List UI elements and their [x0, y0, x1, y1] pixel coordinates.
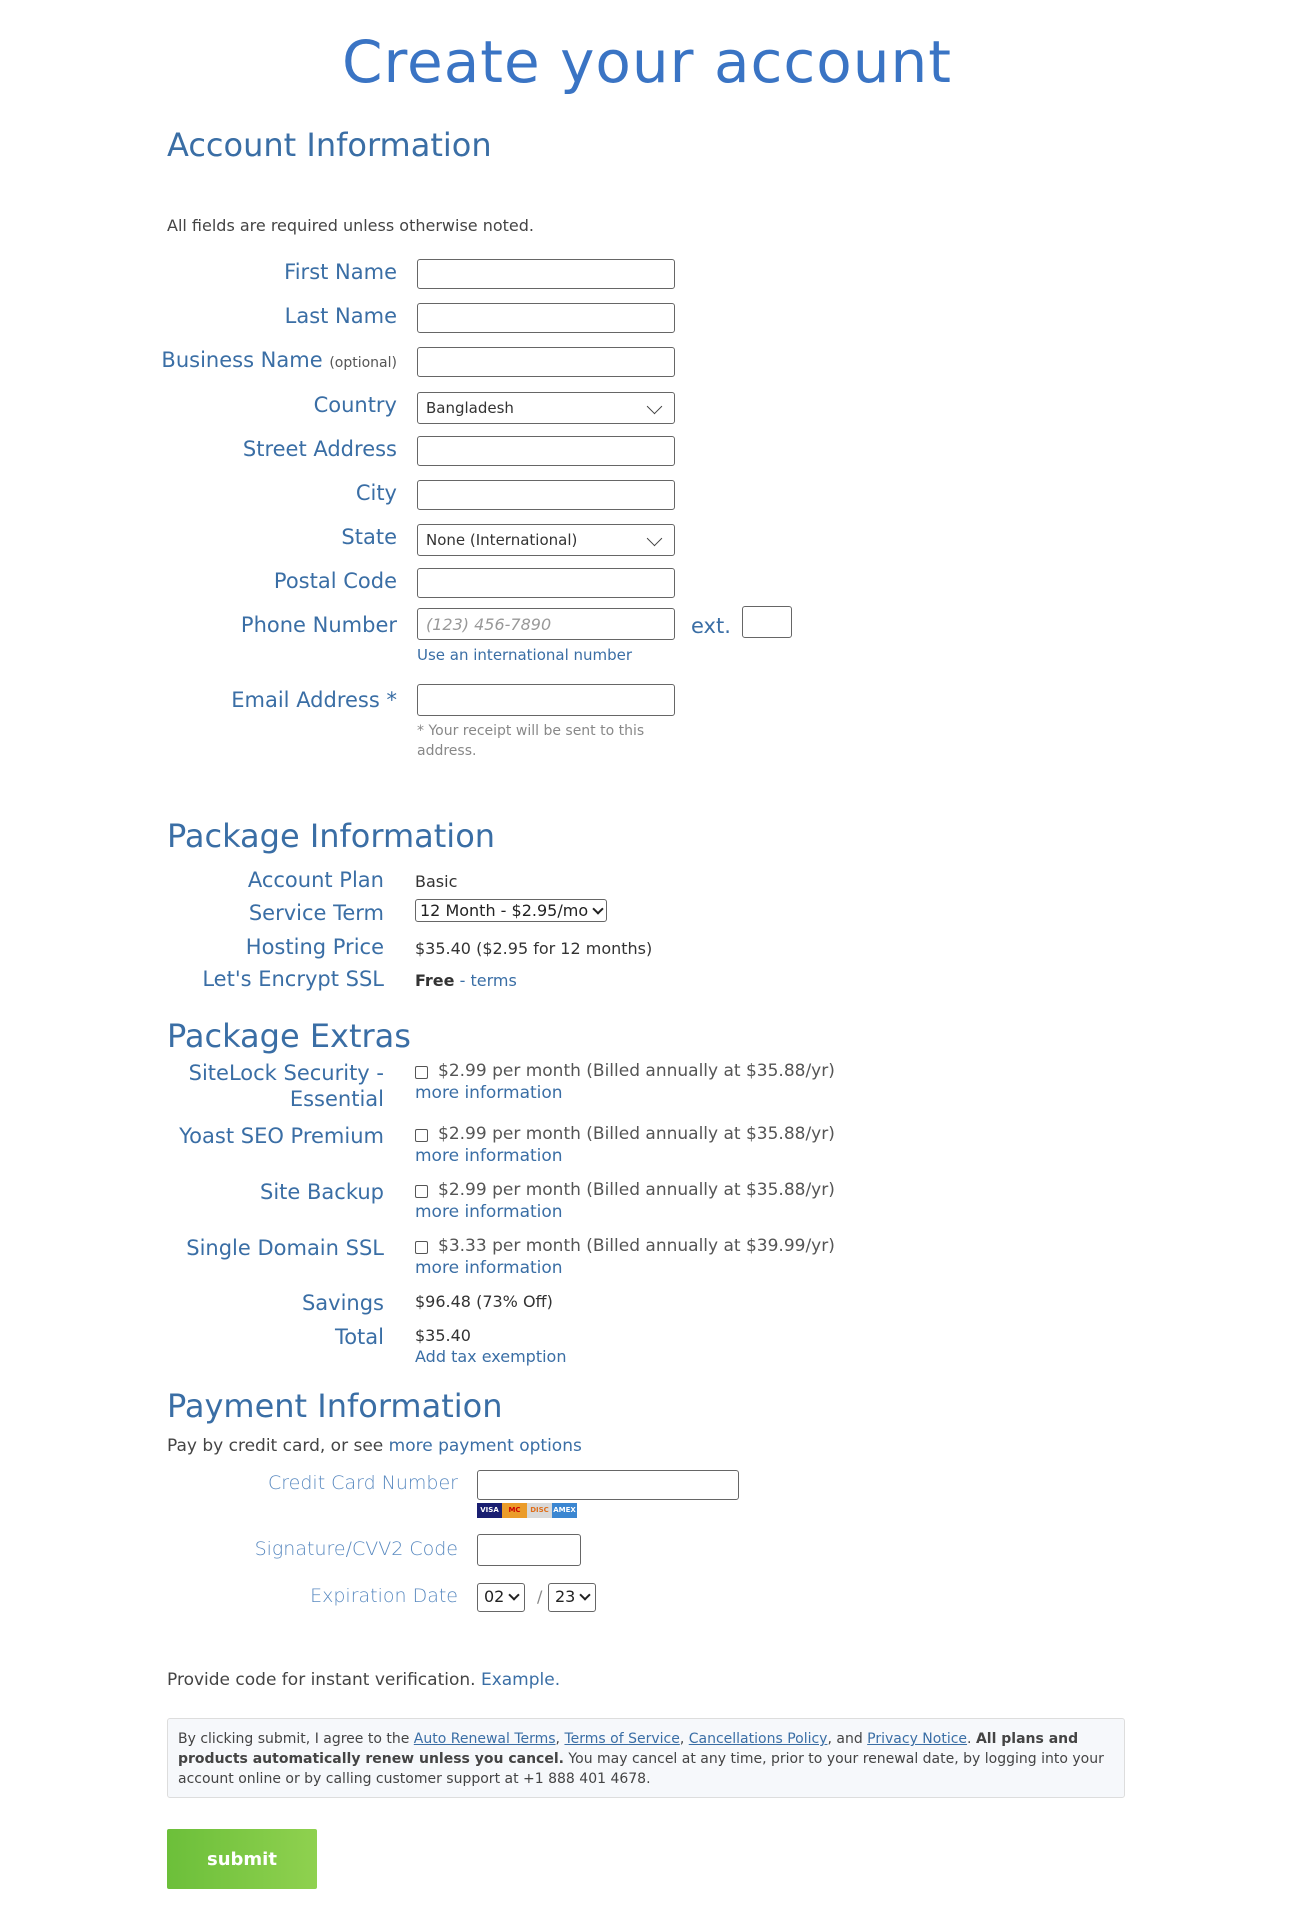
- payment-note-text: Pay by credit card, or see: [167, 1436, 389, 1456]
- hosting-price-label: Hosting Price: [245, 935, 384, 959]
- yoast-price: $2.99 per month (Billed annually at $35.88/yr): [438, 1124, 835, 1144]
- backup-checkbox[interactable]: [415, 1185, 428, 1198]
- terms-box: [167, 1718, 1125, 1798]
- account-plan-label: Account Plan: [247, 868, 384, 892]
- payment-note: [167, 1436, 582, 1456]
- more-payment-options-link[interactable]: more payment options: [388, 1436, 582, 1456]
- extra-label-yoast: Yoast SEO Premium: [179, 1124, 384, 1148]
- exp-year-value: 23: [555, 1587, 576, 1606]
- expiration-year-select[interactable]: [548, 1583, 596, 1612]
- country-label: Country: [313, 393, 397, 417]
- ext-input[interactable]: [742, 606, 792, 638]
- cc-number-label: Credit Card Number: [268, 1472, 458, 1494]
- city-input[interactable]: [417, 480, 675, 510]
- expiration-label: Expiration Date: [310, 1585, 458, 1607]
- total-label: Total: [334, 1325, 384, 1349]
- verification-note: [167, 1670, 560, 1690]
- phone-label: Phone Number: [240, 613, 397, 637]
- cc-number-input[interactable]: [477, 1470, 739, 1500]
- country-select[interactable]: [417, 392, 675, 424]
- ssl-terms-link[interactable]: terms: [470, 971, 517, 990]
- domain-ssl-more-info-link[interactable]: more information: [415, 1258, 563, 1278]
- domain-ssl-checkbox[interactable]: [415, 1241, 428, 1254]
- city-label: City: [355, 481, 397, 505]
- email-label: Email Address *: [231, 688, 397, 712]
- sitelock-checkbox[interactable]: [415, 1066, 428, 1079]
- visa-icon: VISA: [477, 1503, 502, 1518]
- auto-renewal-terms-link[interactable]: Auto Renewal Terms: [413, 1731, 556, 1747]
- ssl-value: [415, 971, 517, 990]
- street-input[interactable]: [417, 436, 675, 466]
- phone-input[interactable]: (123) 456-7890: [417, 608, 675, 640]
- country-value: Bangladesh: [426, 399, 514, 417]
- cancellations-policy-link[interactable]: Cancellations Policy: [688, 1731, 828, 1747]
- submit-button[interactable]: submit: [167, 1829, 317, 1889]
- amex-icon: AMEX: [552, 1503, 577, 1518]
- extra-label-line2: Essential: [289, 1087, 384, 1111]
- terms-text: , and: [827, 1731, 868, 1747]
- ext-label: ext.: [691, 614, 731, 638]
- email-note: * Your receipt will be sent to this address.: [417, 723, 645, 759]
- verification-text: Provide code for instant verification.: [167, 1670, 476, 1690]
- hosting-price-value: $35.40 ($2.95 for 12 months): [415, 939, 653, 958]
- account-heading: Account Information: [167, 126, 492, 164]
- business-name-input[interactable]: [417, 347, 675, 377]
- expiration-month-select[interactable]: [477, 1583, 525, 1612]
- chevron-down-icon: [509, 1589, 520, 1600]
- chevron-down-icon: [647, 399, 663, 415]
- state-select[interactable]: [417, 524, 675, 556]
- savings-label: Savings: [301, 1291, 384, 1315]
- payment-heading: Payment Information: [167, 1387, 503, 1425]
- last-name-input[interactable]: [417, 303, 675, 333]
- sitelock-price: $2.99 per month (Billed annually at $35.88/yr): [438, 1061, 835, 1081]
- cvv-input[interactable]: [477, 1534, 581, 1566]
- cvv-label: Signature/CVV2 Code: [254, 1538, 458, 1560]
- postal-label: Postal Code: [273, 569, 397, 593]
- terms-text: ,: [679, 1731, 689, 1747]
- chevron-down-icon: [592, 903, 603, 914]
- backup-more-info-link[interactable]: more information: [415, 1202, 563, 1222]
- privacy-notice-link[interactable]: Privacy Notice: [867, 1731, 968, 1747]
- domain-ssl-price: $3.33 per month (Billed annually at $39.99/yr): [438, 1236, 835, 1256]
- extra-label-line1: SiteLock Security -: [188, 1061, 384, 1085]
- tax-exemption-link[interactable]: Add tax exemption: [415, 1347, 567, 1366]
- card-logos: [477, 1503, 577, 1518]
- account-plan-value: Basic: [415, 872, 458, 891]
- service-term-label: Service Term: [248, 901, 384, 925]
- terms-of-service-link[interactable]: Terms of Service: [564, 1731, 680, 1747]
- terms-text: You may cancel at any time, prior to your renewal date, by logging into your account online or by calling customer support at +1 888 401 4678.: [178, 1751, 1104, 1787]
- sitelock-more-info-link[interactable]: more information: [415, 1083, 563, 1103]
- business-name-label-text: Business Name: [161, 348, 323, 372]
- ssl-label: Let's Encrypt SSL: [202, 967, 384, 991]
- savings-value: $96.48 (73% Off): [415, 1292, 553, 1311]
- international-number-link[interactable]: Use an international number: [417, 646, 633, 664]
- state-label: State: [341, 525, 397, 549]
- mastercard-icon: MC: [502, 1503, 527, 1518]
- email-input[interactable]: [417, 684, 675, 716]
- chevron-down-icon: [647, 531, 663, 547]
- first-name-label: First Name: [284, 260, 397, 284]
- terms-text: By clicking submit, I agree to the: [178, 1731, 414, 1747]
- terms-text: .: [967, 1731, 976, 1747]
- yoast-checkbox[interactable]: [415, 1129, 428, 1142]
- service-term-value: 12 Month - $2.95/mo: [420, 901, 589, 920]
- discover-icon: DISC: [527, 1503, 552, 1518]
- extras-heading: Package Extras: [167, 1017, 411, 1055]
- expiration-separator: /: [537, 1587, 543, 1606]
- backup-price: $2.99 per month (Billed annually at $35.88/yr): [438, 1180, 835, 1200]
- total-value: $35.40: [415, 1326, 471, 1345]
- required-note: All fields are required unless otherwise noted.: [167, 216, 534, 235]
- ssl-free: Free: [415, 971, 455, 990]
- yoast-more-info-link[interactable]: more information: [415, 1146, 563, 1166]
- extra-label-ssl: Single Domain SSL: [186, 1236, 384, 1260]
- street-label: Street Address: [242, 437, 397, 461]
- package-heading: Package Information: [167, 817, 496, 855]
- first-name-input[interactable]: [417, 259, 675, 289]
- optional-tag: (optional): [329, 355, 397, 371]
- extra-label-backup: Site Backup: [260, 1180, 384, 1204]
- example-link[interactable]: Example.: [480, 1670, 561, 1690]
- last-name-label: Last Name: [284, 304, 397, 328]
- business-name-label: [161, 348, 397, 372]
- service-term-select[interactable]: [415, 899, 607, 922]
- exp-month-value: 02: [484, 1587, 505, 1606]
- state-value: None (International): [426, 531, 578, 549]
- auto-renew-notice: All plans and products automatically renew unless you cancel.: [178, 1731, 1079, 1767]
- page-title: Create your account: [341, 28, 953, 96]
- chevron-down-icon: [580, 1589, 591, 1600]
- ssl-sep: -: [454, 971, 471, 990]
- extra-label-sitelock: [189, 1060, 384, 1112]
- postal-input[interactable]: [417, 568, 675, 598]
- terms-text: ,: [555, 1731, 565, 1747]
